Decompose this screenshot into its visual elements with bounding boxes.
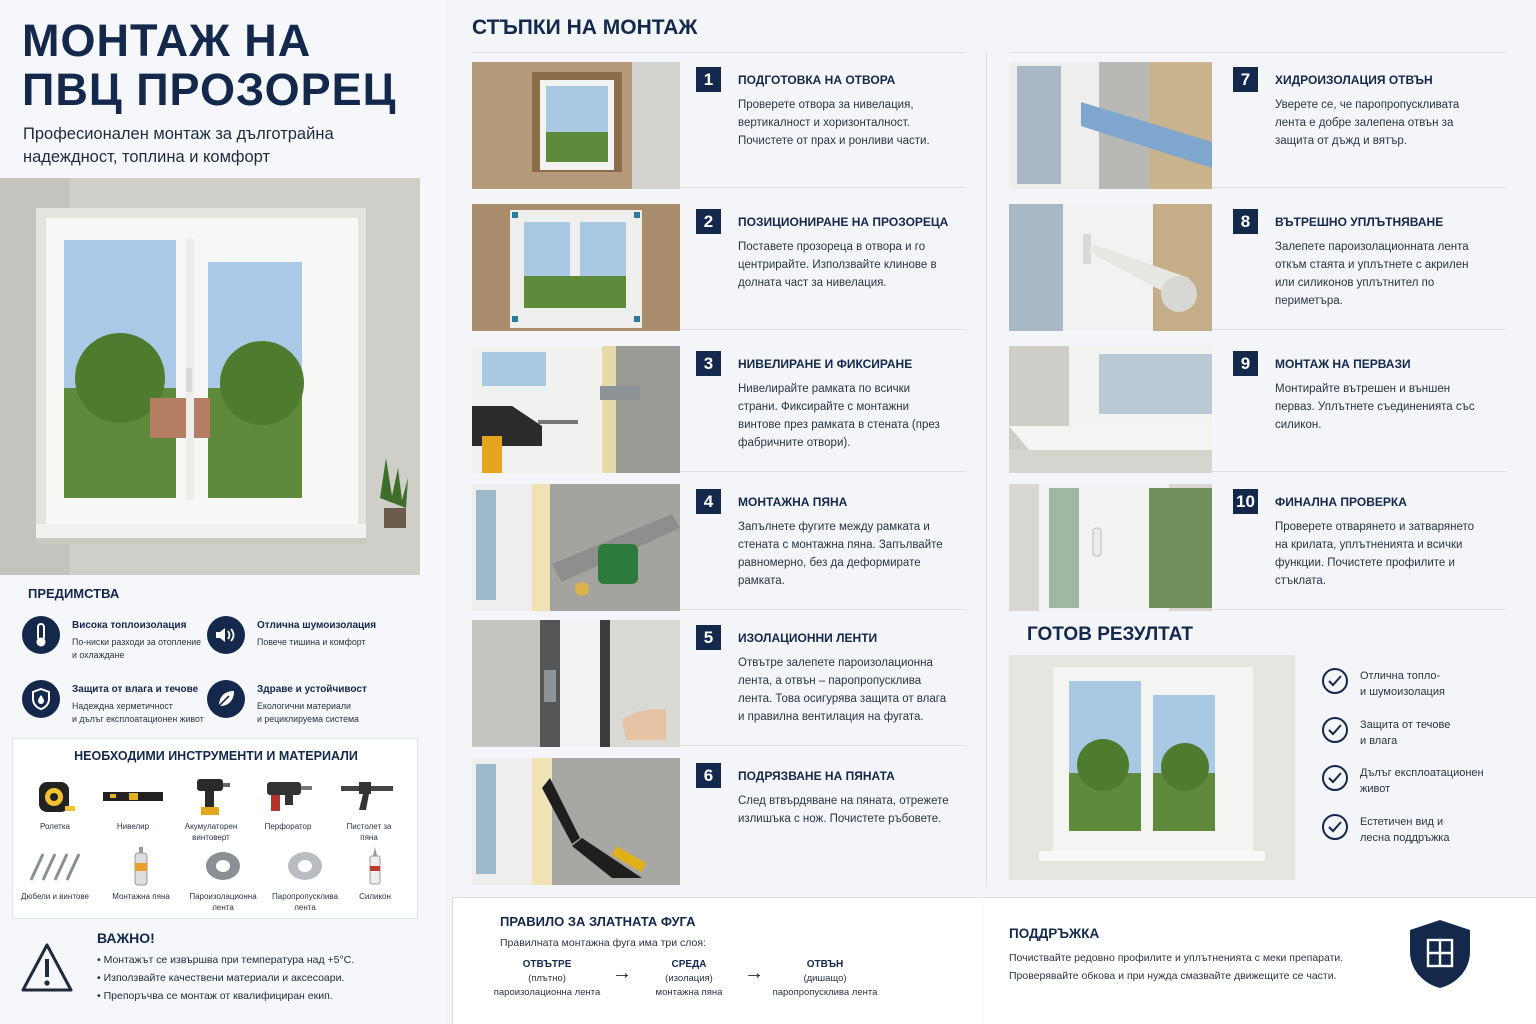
tool-label: винтоверт bbox=[192, 833, 230, 842]
spirit-level-icon bbox=[93, 775, 173, 817]
step-image bbox=[472, 484, 680, 611]
step-2 bbox=[472, 196, 966, 330]
check-line: живот bbox=[1360, 783, 1391, 795]
check-icon bbox=[1322, 765, 1348, 791]
step-number: 10 bbox=[1233, 489, 1258, 514]
step-image bbox=[1009, 484, 1212, 611]
tool-vapor-barrier-tape bbox=[183, 845, 263, 913]
benefit-desc bbox=[257, 636, 417, 649]
benefit-desc-line: По-ниски разходи за отопление bbox=[72, 637, 202, 647]
step-number: 1 bbox=[696, 67, 721, 92]
silicone-tube-icon bbox=[335, 845, 415, 887]
check-text bbox=[1360, 814, 1510, 846]
step-text: Нивелирайте рамката по всички страни. Фиксирайте с монтажни винтове през рамката в стената (през фабричните отвори). bbox=[738, 383, 940, 449]
tools-panel bbox=[12, 738, 418, 919]
leaf-icon bbox=[207, 680, 245, 718]
tool-silicone bbox=[335, 845, 415, 902]
step-number: 8 bbox=[1233, 209, 1258, 234]
step-number: 2 bbox=[696, 209, 721, 234]
check-icon bbox=[1322, 814, 1348, 840]
result-title: ГОТОВ РЕЗУЛТАТ bbox=[1027, 624, 1193, 645]
step-6 bbox=[472, 750, 966, 884]
step-image bbox=[1009, 62, 1212, 189]
layer-name: ОТВЪН bbox=[806, 959, 844, 970]
foam-can-icon bbox=[101, 845, 181, 887]
check-text bbox=[1360, 668, 1510, 700]
step-title: ИЗОЛАЦИОННИ ЛЕНТИ bbox=[738, 631, 878, 645]
benefit-desc-line: и дълъг експлоатационен живот bbox=[72, 714, 204, 724]
check-line: Естетичен вид и bbox=[1360, 816, 1444, 828]
check-text bbox=[1360, 717, 1510, 749]
step-title: ФИНАЛНА ПРОВЕРКА bbox=[1275, 495, 1407, 509]
step-title: ХИДРОИЗОЛАЦИЯ ОТВЪН bbox=[1275, 73, 1433, 87]
layer-desc: (изолация) bbox=[665, 973, 713, 984]
step-title: ПОДГОТОВКА НА ОТВОРА bbox=[738, 73, 896, 87]
benefit-title: Отлична шумоизолация bbox=[257, 620, 377, 631]
tool-label: Акумулаторен bbox=[184, 822, 238, 831]
tool-dowels bbox=[15, 845, 95, 902]
arrow-right-icon: → bbox=[612, 962, 632, 984]
step-title: МОНТАЖ НА ПЕРВАЗИ bbox=[1275, 357, 1411, 371]
speaker-icon bbox=[207, 616, 245, 654]
step-4 bbox=[472, 476, 966, 610]
steps-title: СТЪПКИ НА МОНТАЖ bbox=[472, 16, 698, 39]
benefits-title: ПРЕДИМСТВА bbox=[28, 586, 120, 601]
step-image bbox=[472, 346, 680, 473]
tool-label: Паропропусклива bbox=[272, 892, 338, 901]
golden-rule-text: Правилната монтажна фуга има три слоя: bbox=[500, 937, 706, 949]
result-window-image bbox=[1009, 655, 1295, 880]
step-7 bbox=[1009, 54, 1506, 188]
step-number: 5 bbox=[696, 625, 721, 650]
benefit-title: Защита от влага и течове bbox=[72, 684, 199, 695]
step-image bbox=[472, 204, 680, 331]
step-3 bbox=[472, 338, 966, 472]
tool-label: Силикон bbox=[359, 892, 391, 901]
step-8 bbox=[1009, 196, 1506, 330]
important-item: • Използвайте качествени материали и аксесоари. bbox=[97, 972, 345, 984]
benefit-title: Здраве и устойчивост bbox=[257, 684, 367, 695]
tool-label: Дюбели и винтове bbox=[21, 892, 89, 901]
step-text: Отвътре залепете пароизолационна лента, а отвън – паропропусклива лента. Това осигурява защита от влага и правилна вентилация на фугата. bbox=[738, 657, 947, 723]
golden-rule-title: ПРАВИЛО ЗА ЗЛАТНАТА ФУГА bbox=[500, 914, 696, 929]
step-text: Поставете прозореца в отвора и го центрирайте. Използвайте клинове в долната част за нивелация. bbox=[738, 241, 937, 289]
check-icon bbox=[1322, 668, 1348, 694]
step-1 bbox=[472, 54, 966, 188]
tool-label: Перфоратор bbox=[264, 822, 312, 831]
check-line: Отлична топло- bbox=[1360, 670, 1441, 682]
cordless-drill-icon bbox=[171, 775, 251, 817]
tape-roll-icon bbox=[183, 845, 263, 887]
layer-material: пароизолационна лента bbox=[493, 987, 601, 998]
important-item: • Препоръчва се монтаж от квалифициран екип. bbox=[97, 990, 333, 1002]
hero-window-image bbox=[0, 178, 420, 575]
subtitle-line-1: Професионален монтаж за дълготрайна bbox=[23, 125, 334, 143]
tape-roll-icon bbox=[265, 845, 345, 887]
tool-hammer-drill bbox=[248, 775, 328, 832]
title-line-2: ПВЦ ПРОЗОРЕЦ bbox=[22, 64, 397, 115]
layer-middle bbox=[629, 958, 749, 1000]
step-text: След втвърдяване на пяната, отрежете излишъка с нож. Почистете ръбовете. bbox=[738, 795, 949, 825]
tool-label: пяна bbox=[360, 833, 378, 842]
step-image bbox=[1009, 204, 1212, 331]
step-9 bbox=[1009, 338, 1506, 472]
step-number: 4 bbox=[696, 489, 721, 514]
benefit-title: Висока топлоизолация bbox=[72, 620, 187, 631]
tool-label: лента bbox=[212, 903, 234, 912]
tool-breathable-tape bbox=[265, 845, 345, 913]
tool-label: Нивелир bbox=[116, 822, 150, 831]
title-line-1: МОНТАЖ НА bbox=[22, 15, 312, 66]
tool-label: Монтажна пяна bbox=[112, 892, 170, 901]
check-line: и влага bbox=[1360, 735, 1398, 747]
benefit-desc-line: и охлаждане bbox=[72, 650, 125, 660]
step-text: Залепете пароизолационната лента откъм стаята и уплътнете с акрилен или силиконов уплътнител по периметъра. bbox=[1275, 241, 1469, 307]
layer-material: монтажна пяна bbox=[655, 987, 723, 998]
divider bbox=[1009, 52, 1506, 53]
step-title: МОНТАЖНА ПЯНА bbox=[738, 495, 848, 509]
tool-label: Пистолет за bbox=[346, 822, 392, 831]
step-title: ПОДРЯЗВАНЕ НА ПЯНАТА bbox=[738, 769, 895, 783]
shield-drop-icon bbox=[22, 680, 60, 718]
step-text: Монтирайте вътрешен и външен перваз. Уплътнете съединенията със силикон. bbox=[1275, 383, 1475, 431]
benefit-desc-line: Екологични материали bbox=[257, 701, 351, 711]
step-image bbox=[472, 758, 680, 885]
check-line: и шумоизолация bbox=[1360, 686, 1445, 698]
shield-window-icon bbox=[1408, 918, 1472, 995]
layer-name: ОТВЪТРЕ bbox=[522, 959, 572, 970]
check-line: лесна поддръжка bbox=[1360, 832, 1450, 844]
step-number: 3 bbox=[696, 351, 721, 376]
step-image bbox=[1009, 346, 1212, 473]
benefit-desc-line: и рециклируема система bbox=[257, 714, 359, 724]
layer-name: СРЕДА bbox=[671, 959, 707, 970]
step-5 bbox=[472, 612, 966, 746]
subtitle-line-2: надеждност, топлина и комфорт bbox=[23, 148, 271, 166]
column-divider bbox=[986, 52, 987, 887]
maintenance-text: Почиствайте редовно профилите и уплътненията с меки препарати. bbox=[1009, 952, 1344, 964]
page-title bbox=[22, 16, 442, 114]
check-icon bbox=[1322, 717, 1348, 743]
step-text: Запълнете фугите между рамката и стената с монтажна пяна. Запълвайте равномерно, без да деформирате рамката. bbox=[738, 521, 943, 587]
step-image bbox=[472, 620, 680, 747]
step-10 bbox=[1009, 476, 1506, 610]
tool-label: лента bbox=[294, 903, 316, 912]
foam-gun-icon bbox=[329, 775, 409, 817]
maintenance-text: Проверявайте обкова и при нужда смазвайте движещите се части. bbox=[1009, 970, 1337, 982]
step-number: 7 bbox=[1233, 67, 1258, 92]
screws-icon bbox=[15, 845, 95, 887]
divider bbox=[472, 52, 966, 53]
benefit-desc-line: Повече тишина и комфорт bbox=[257, 637, 366, 647]
layer-desc: (плътно) bbox=[528, 973, 566, 984]
benefit-desc-line: Надеждна херметичност bbox=[72, 701, 173, 711]
step-title: НИВЕЛИРАНЕ И ФИКСИРАНЕ bbox=[738, 357, 913, 371]
benefit-desc bbox=[257, 700, 417, 726]
tool-label: Пароизолационна bbox=[189, 892, 257, 901]
tool-level bbox=[93, 775, 173, 832]
step-text: Уверете се, че паропропускливата лента е добре залепена отвън за защита от дъжд и вятър. bbox=[1275, 99, 1460, 147]
arrow-right-icon: → bbox=[744, 962, 764, 984]
step-image bbox=[472, 62, 680, 189]
warning-icon bbox=[20, 942, 74, 999]
step-text: Проверете отварянето и затварянето на крилата, уплътненията и всички функции. Почистете профилите и стъклата. bbox=[1275, 521, 1475, 587]
tool-tape-measure bbox=[15, 775, 95, 832]
step-title: ВЪТРЕШНО УПЛЪТНЯВАНЕ bbox=[1275, 215, 1444, 229]
maintenance-title: ПОДДРЪЖКА bbox=[1009, 926, 1100, 941]
layer-desc: (дишащо) bbox=[803, 973, 847, 984]
layer-material: паропропусклива лента bbox=[772, 987, 878, 998]
important-title: ВАЖНО! bbox=[97, 930, 155, 946]
tool-foam-gun bbox=[329, 775, 409, 843]
tool-foam-can bbox=[101, 845, 181, 902]
step-text: Проверете отвора за нивелация, вертикалност и хоризонталност. Почистете от прах и ронливи части. bbox=[738, 99, 930, 147]
layer-inside bbox=[487, 958, 607, 1000]
thermometer-icon bbox=[22, 616, 60, 654]
tools-title: НЕОБХОДИМИ ИНСТРУМЕНТИ И МАТЕРИАЛИ bbox=[74, 749, 358, 763]
check-line: Дълъг експлоатационен bbox=[1360, 767, 1484, 779]
tape-measure-icon bbox=[15, 775, 95, 817]
step-number: 6 bbox=[696, 763, 721, 788]
page-subtitle bbox=[23, 123, 423, 169]
layer-outside bbox=[765, 958, 885, 1000]
check-text bbox=[1360, 765, 1510, 797]
tool-label: Ролетка bbox=[40, 822, 70, 831]
step-number: 9 bbox=[1233, 351, 1258, 376]
hammer-drill-icon bbox=[248, 775, 328, 817]
step-title: ПОЗИЦИОНИРАНЕ НА ПРОЗОРЕЦА bbox=[738, 215, 949, 229]
important-item: • Монтажът се извършва при температура над +5°С. bbox=[97, 954, 355, 966]
check-line: Защита от течове bbox=[1360, 719, 1451, 731]
tool-drill bbox=[171, 775, 251, 843]
